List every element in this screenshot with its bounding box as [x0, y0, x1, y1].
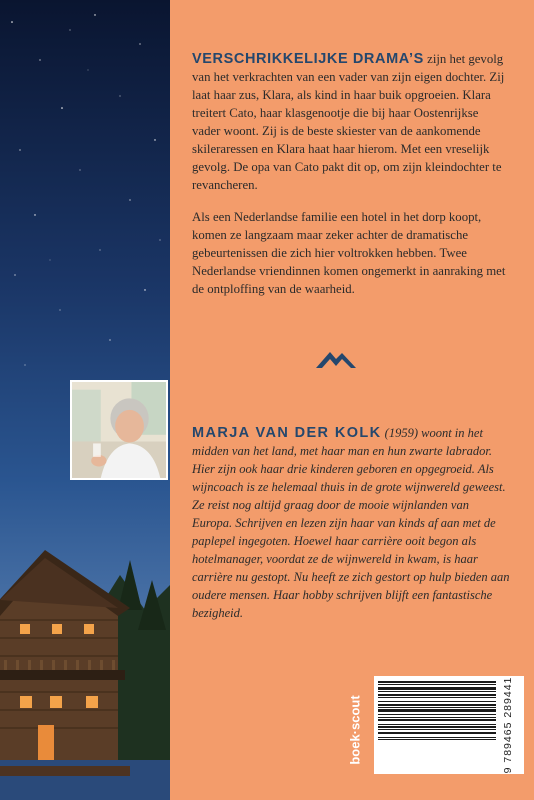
- author-portrait-graphic: [72, 382, 166, 478]
- blurb-heading: VERSCHRIKKELIJKE DRAMA’S: [192, 51, 424, 67]
- blurb-paragraph-1-text: zijn het gevolg van het verkrachten van een vader van zijn eigen dochter. Zij laat haar zus, Klara, als kind in haar buik opgroeien. Klara treitert Cato, haar klasgenootje die bij haar Oostenrijkse vader woont. Zij is de beste skiester van de aankomende skileraressen en Klara haat haar hierom. Met een vreselijk gevolg. De opa van Cato pakt dit op, om zijn kleindochter te revancheren.: [192, 52, 505, 192]
- barcode-number: 9 789465 289441: [502, 676, 514, 774]
- isbn-barcode: [374, 676, 524, 774]
- barcode-bars: [378, 681, 496, 769]
- blurb-paragraph-2: Als een Nederlandse familie een hotel in het dorp koopt, komen ze langzaam maar zeker achter de dramatische gebeurtenissen die zich hier voltrokken hebben. Twee Nederlandse vriendinnen komen ongemerkt in aanraking met de ontploffing van de waarheid.: [192, 210, 506, 296]
- author-bio-text: (1959) woont in het midden van het land, met haar man en hun zwarte labrador. Hier zijn ook haar drie kinderen geboren en opgegroeid. Als wijncoach is ze helemaal thuis in de grote wijnwereld geweest. Ze reist nog altijd graag door de mooie wijnlanden van Europa. Schrijven en lezen zijn haar van kinds af aan met de paplepel ingegoten. Hoewel haar carrière ooit begon als hotelmanager, voordat ze de wijnwereld in kwam, is haar carrière nu gestopt. Nu heeft ze zich gestort op hulp bieden aan oudere mensen. Haar hobby schrijven blijft een fantastische bezigheid.: [192, 426, 510, 620]
- barcode-digits: [496, 676, 520, 774]
- chalet-illustration: [0, 520, 170, 800]
- blurb-paragraph-1: [192, 50, 508, 194]
- publisher-logo: [340, 690, 370, 770]
- publisher-logo-text: boek·scout: [347, 695, 363, 765]
- author-photo: [70, 380, 168, 480]
- author-name: MARJA VAN DER KOLK: [192, 425, 382, 441]
- mountain-icon: [316, 348, 356, 370]
- author-bio: [192, 424, 510, 622]
